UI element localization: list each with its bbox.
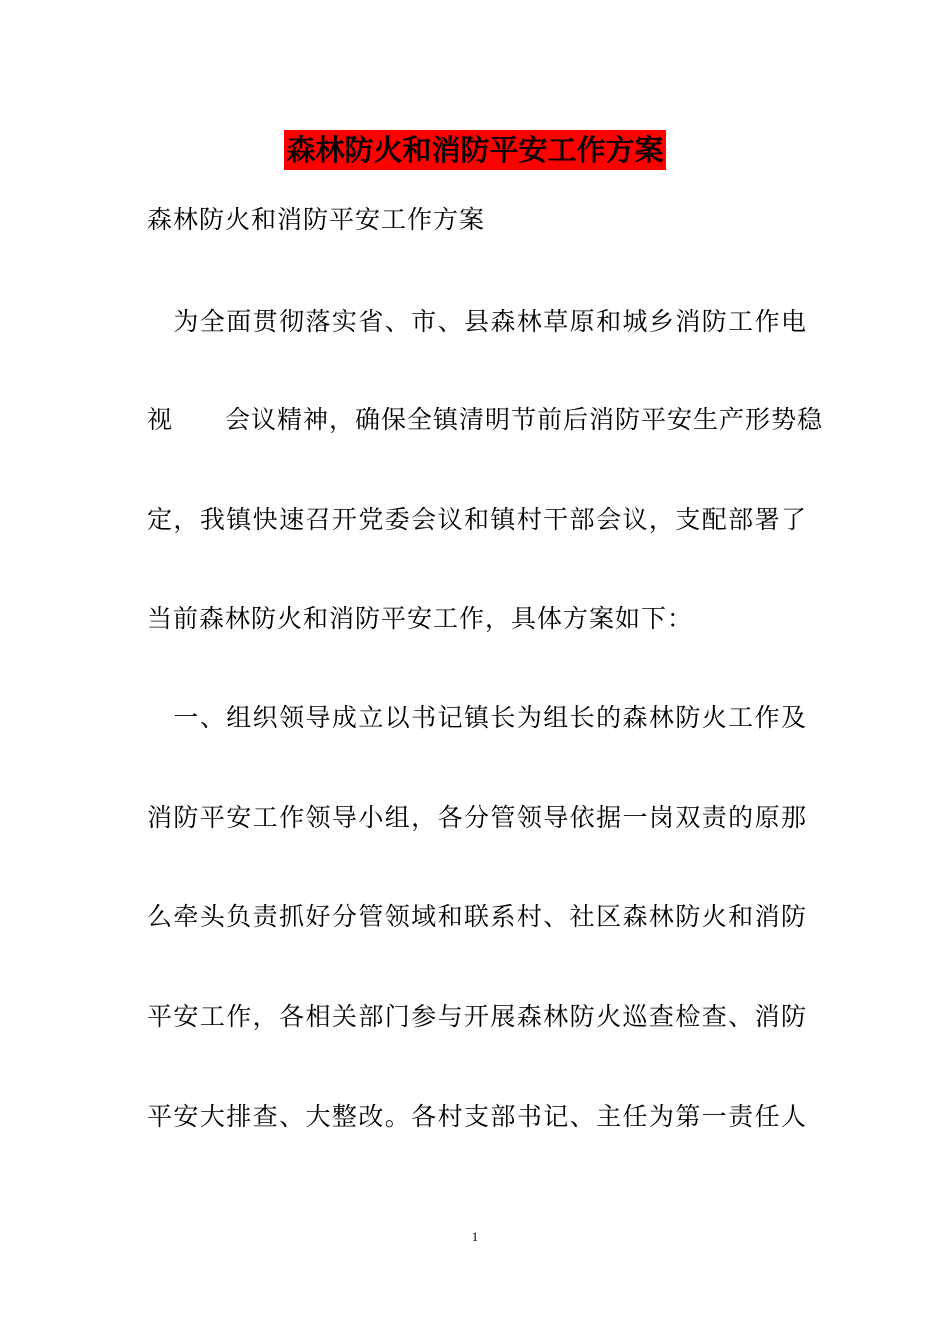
- body-line-4: 当前森林防火和消防平安工作，具体方案如下：: [147, 604, 694, 633]
- body-line-2: 视 会议精神，确保全镇清明节前后消防平安生产形势稳: [147, 405, 824, 434]
- body-line-1: 为全面贯彻落实省、市、县森林草原和城乡消防工作电: [147, 307, 807, 336]
- document-title: 森林防火和消防平安工作方案: [284, 130, 665, 170]
- page-number: 1: [471, 1229, 479, 1244]
- document-subtitle: 森林防火和消防平安工作方案: [147, 205, 486, 234]
- body-line-7: 么牵头负责抓好分管领域和联系村、社区森林防火和消防: [147, 902, 807, 931]
- body-line-8: 平安工作，各相关部门参与开展森林防火巡查检查、消防: [147, 1002, 807, 1031]
- body-line-3: 定，我镇快速召开党委会议和镇村干部会议，支配部署了: [147, 505, 807, 534]
- body-line-5: 一、组织领导成立以书记镇长为组长的森林防火工作及: [147, 703, 807, 732]
- body-line-9: 平安大排查、大整改。各村支部书记、主任为第一责任人: [147, 1102, 807, 1131]
- body-line-6: 消防平安工作领导小组，各分管领导依据一岗双责的原那: [147, 803, 807, 832]
- title-container: [0, 130, 950, 170]
